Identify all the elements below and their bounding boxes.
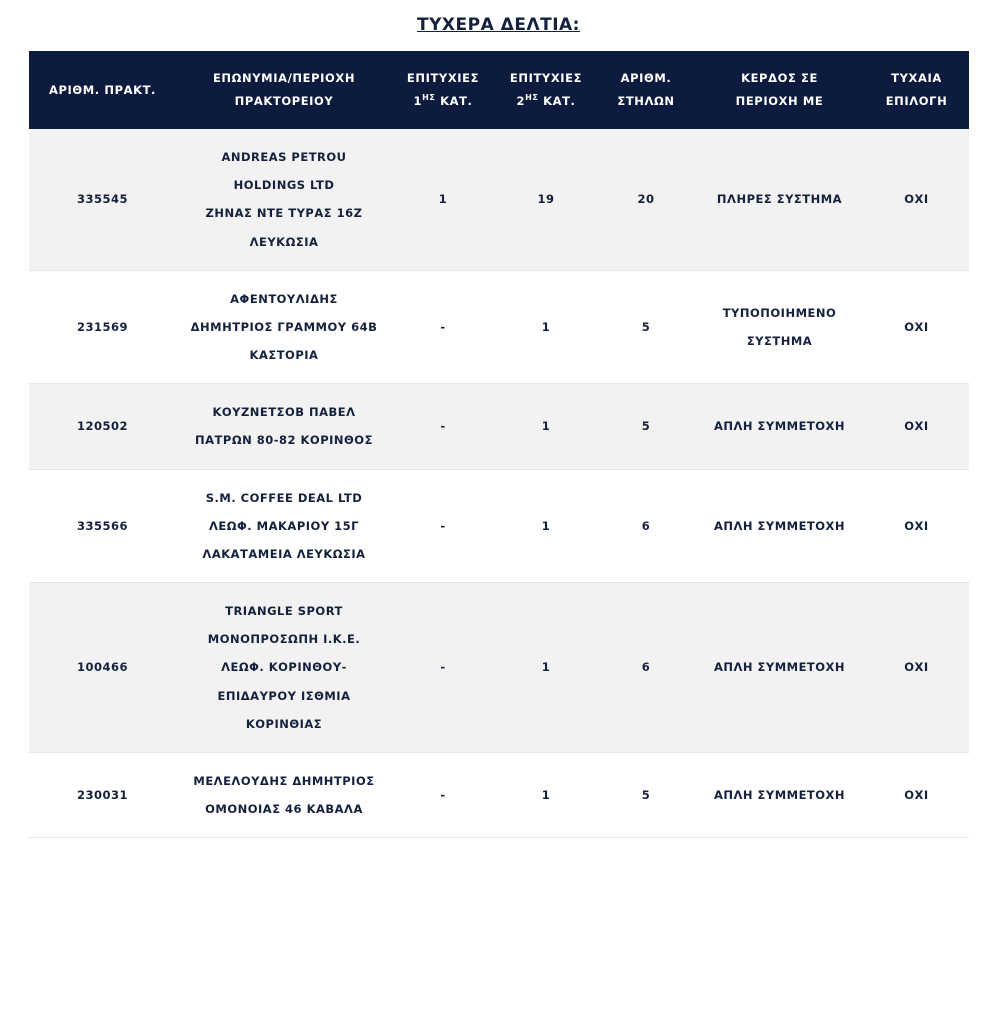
column-header-columns-line1: ΑΡΙΘΜ. (620, 71, 672, 85)
cat1-superscript: ΗΣ (422, 93, 436, 103)
cat1-prefix: 1 (413, 94, 423, 108)
cell-cat2: 1 (495, 752, 598, 837)
cell-random: ΟΧΙ (865, 469, 969, 583)
cell-agency (177, 469, 392, 583)
win-type-line: ΑΠΛΗ ΣΥΜΜΕΤΟΧΗ (713, 660, 846, 675)
agency-line: ANDREAS PETROU (221, 150, 347, 164)
column-header-agency-line2: ΠΡΑΚΤΟΡΕΙΟΥ (234, 94, 334, 108)
column-header-columns (598, 51, 695, 129)
cell-cat2: 19 (495, 129, 598, 270)
cell-agent-number: 120502 (29, 384, 177, 469)
cat2-superscript: ΗΣ (525, 93, 539, 103)
cat2-prefix: 2 (516, 94, 526, 108)
cell-columns: 5 (598, 384, 695, 469)
cell-cat1: 1 (392, 129, 495, 270)
agency-line: ΕΠΙΔΑΥΡΟΥ ΙΣΘΜΙΑ (217, 688, 351, 703)
win-type-line: ΑΠΛΗ ΣΥΜΜΕΤΟΧΗ (713, 788, 846, 802)
agency-line: ΛΑΚΑΤΑΜΕΙΑ ΛΕΥΚΩΣΙΑ (202, 546, 366, 561)
table-header-row (29, 51, 969, 129)
column-header-win-type-line2: ΠΕΡΙΟΧΗ ΜΕ (735, 94, 824, 108)
table-row (29, 469, 969, 583)
cat2-suffix: ΚΑΤ. (538, 94, 576, 108)
column-header-random-line2: ΕΠΙΛΟΓΗ (885, 94, 948, 108)
cell-agency (177, 384, 392, 469)
column-header-cat2 (495, 51, 598, 129)
table-row (29, 752, 969, 837)
agency-line: ΖΗΝΑΣ ΝΤΕ ΤΥΡΑΣ 16Ζ (205, 206, 363, 221)
table-body (29, 129, 969, 838)
column-header-cat1-line2 (396, 90, 491, 113)
cell-win-type (695, 752, 865, 837)
cell-cat2: 1 (495, 270, 598, 384)
win-type-line: ΣΥΣΤΗΜΑ (746, 333, 813, 348)
page-title: ΤΥΧΕΡΑ ΔΕΛΤΙΑ: (417, 15, 580, 35)
cell-cat1: - (392, 270, 495, 384)
column-header-agency-line1: ΕΠΩΝΥΜΙΑ/ΠΕΡΙΟΧΗ (212, 71, 356, 85)
agency-line: ΚΑΣΤΟΡΙΑ (249, 348, 319, 363)
agency-line: ΟΜΟΝΟΙΑΣ 46 ΚΑΒΑΛΑ (205, 802, 363, 817)
table-header (29, 51, 969, 129)
cell-win-type (695, 384, 865, 469)
cell-cat2: 1 (495, 583, 598, 753)
cell-columns: 6 (598, 469, 695, 583)
cell-cat1: - (392, 469, 495, 583)
cell-random: ΟΧΙ (865, 752, 969, 837)
agency-line: ΜΟΝΟΠΡΟΣΩΠΗ Ι.Κ.Ε. (207, 632, 361, 647)
column-header-win-type (695, 51, 865, 129)
column-header-agency (177, 51, 392, 129)
agency-line: ΛΕΥΚΩΣΙΑ (249, 234, 319, 249)
agency-line: ΠΑΤΡΩΝ 80-82 ΚΟΡΙΝΘΟΣ (195, 433, 373, 448)
win-type-line: ΑΠΛΗ ΣΥΜΜΕΤΟΧΗ (713, 419, 846, 434)
cell-random: ΟΧΙ (865, 270, 969, 384)
cell-cat1: - (392, 752, 495, 837)
cell-cat2: 1 (495, 469, 598, 583)
cat1-suffix: ΚΑΤ. (435, 94, 473, 108)
column-header-cat1-line1: ΕΠΙΤΥΧΙΕΣ (406, 71, 480, 85)
cell-cat2: 1 (495, 384, 598, 469)
cell-agent-number: 100466 (29, 583, 177, 753)
lucky-tickets-table (29, 51, 969, 838)
win-type-line: ΤΥΠΟΠΟΙΗΜΕΝΟ (722, 305, 837, 320)
agency-line: ΛΕΩΦ. ΜΑΚΑΡΙΟΥ 15Γ (209, 518, 359, 533)
win-type-line: ΠΛΗΡΕΣ ΣΥΣΤΗΜΑ (716, 192, 843, 207)
cell-random: ΟΧΙ (865, 384, 969, 469)
cell-columns: 6 (598, 583, 695, 753)
agency-line: ΚΟΥΖΝΕΤΣΟΒ ΠΑΒΕΛ (212, 405, 356, 420)
column-header-random-line1: ΤΥΧΑΙΑ (891, 71, 942, 85)
cell-win-type (695, 129, 865, 270)
column-header-cat1 (392, 51, 495, 129)
cell-columns: 20 (598, 129, 695, 270)
column-header-win-type-line1: ΚΕΡΔΟΣ ΣΕ (741, 71, 818, 85)
cell-columns: 5 (598, 270, 695, 384)
cell-random: ΟΧΙ (865, 129, 969, 270)
win-type-line: ΑΠΛΗ ΣΥΜΜΕΤΟΧΗ (713, 518, 846, 533)
column-header-agent-number (29, 51, 177, 129)
agency-line: ΜΕΛΕΛΟΥΔΗΣ ΔΗΜΗΤΡΙΟΣ (193, 773, 375, 788)
cell-agent-number: 230031 (29, 752, 177, 837)
table-row (29, 384, 969, 469)
cell-agency (177, 752, 392, 837)
cell-random: ΟΧΙ (865, 583, 969, 753)
agency-line: HOLDINGS LTD (233, 178, 335, 193)
cell-agency (177, 270, 392, 384)
cell-agency (177, 129, 392, 270)
agency-line: ΛΕΩΦ. ΚΟΡΙΝΘΟΥ- (221, 660, 347, 675)
column-header-cat2-line2 (499, 90, 594, 113)
agency-line: ΑΦΕΝΤΟΥΛΙΔΗΣ (230, 291, 338, 306)
cell-agent-number: 335545 (29, 129, 177, 270)
cell-win-type (695, 270, 865, 384)
cell-cat1: - (392, 583, 495, 753)
agency-line: ΔΗΜΗΤΡΙΟΣ ΓΡΑΜΜΟΥ 64Β (190, 319, 378, 334)
table-row (29, 129, 969, 270)
column-header-random (865, 51, 969, 129)
cell-agent-number: 335566 (29, 469, 177, 583)
table-row (29, 583, 969, 753)
agency-line: ΚΟΡΙΝΘΙΑΣ (245, 716, 323, 731)
cell-agency (177, 583, 392, 753)
column-header-columns-line2: ΣΤΗΛΩΝ (617, 94, 675, 108)
agency-line: TRIANGLE SPORT (225, 604, 343, 619)
agency-line: S.M. COFFEE DEAL LTD (205, 490, 363, 505)
cell-win-type (695, 469, 865, 583)
cell-win-type (695, 583, 865, 753)
column-header-agent-number-line1: ΑΡΙΘΜ. ΠΡΑΚΤ. (48, 82, 157, 97)
column-header-cat2-line1: ΕΠΙΤΥΧΙΕΣ (509, 71, 583, 85)
cell-agent-number: 231569 (29, 270, 177, 384)
cell-cat1: - (392, 384, 495, 469)
cell-columns: 5 (598, 752, 695, 837)
table-row (29, 270, 969, 384)
